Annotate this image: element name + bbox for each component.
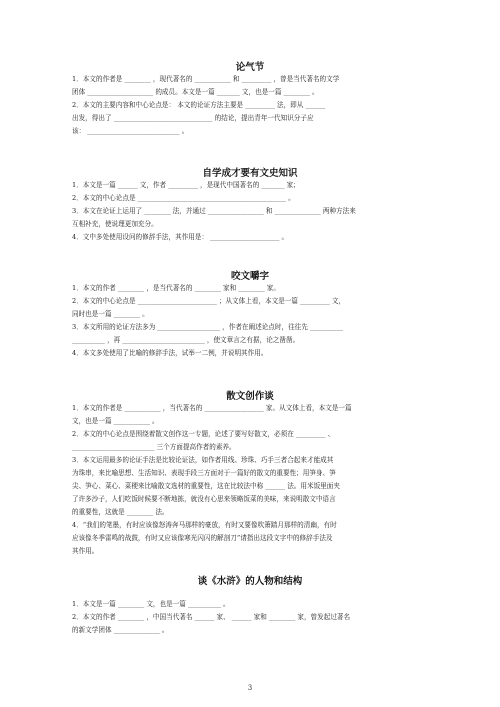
section-title-shui-hu: 谈《水浒》的人物和结构 xyxy=(197,576,303,587)
question-line: 3．本文运用最多的论证手法是比较论证法，如作者用线、珍珠、巧手三者合起来才能成其 xyxy=(72,456,334,464)
question-line: 1．本文的作者是 ________ ，现代著名的 ___________ 和 _________ ，曾是当代著名的文学 xyxy=(72,75,340,83)
section-title-san-wen: 散文创作谈 xyxy=(226,391,274,402)
question-line: 4．“我们的笔墨，有时应该像怒涛奔马那样的豪放，有时又要像吹箫踏月那样的清幽，有时 xyxy=(72,521,337,529)
question-line: 4．文中多处使用设问的修辞手法，其作用是： _____________________ 。 xyxy=(72,233,289,241)
question-line: 4．本文多处使用了比喻的修辞手法，试举一二例，并说明其作用。 xyxy=(72,349,268,357)
question-line: 同时也是一篇 ________ 。 xyxy=(72,310,149,318)
question-line: 1．本文的作者 ________ ，是当代著名的 ________ 家和 ________ 家。 xyxy=(72,284,280,292)
question-line: 的新文学团体 ______________ 。 xyxy=(72,626,169,634)
question-line: 3．本文所用的论证方法多为 ___________________ ，作者在阐述论点时，往往先 __________ xyxy=(72,323,343,331)
question-line: 团体 ____________________ 的成员。本文是一篇 _______ 文，也是一篇 ________ 。 xyxy=(72,88,319,96)
question-line: 文，也是一篇 ___________ 。 xyxy=(72,417,159,425)
section-title-zi-xue: 自学成才要有文史知识 xyxy=(202,168,298,179)
question-line: 出发，得出了 ______________________________ 的结论，提出青年一代知识分子应 xyxy=(72,114,314,122)
question-line: 1．本文是一篇 ______ 文，作者 _________ ，是现代中国著名的 _______ 家； xyxy=(72,181,300,189)
question-line: 2．本文的中心论点是 _____________________________________________ 。 xyxy=(72,194,295,202)
question-line: 2．本文的中心论点是 ________________________ ；从文体上看，本文是一篇 _________ 文， xyxy=(72,297,346,305)
question-line: 3．本文在论证上运用了 ________ 法，并通过 _________________ 和 ______________ 两种方法来 xyxy=(72,207,356,215)
page-number: 3 xyxy=(247,684,253,692)
question-line: 2．本文的中心论点是围绕着散文创作这一专题，论述了要写好散文，必须在 _________ 、 xyxy=(72,430,335,438)
question-line: 为珠串，来比喻思想、生活知识、表现手段三方面对于一篇好的散文的重要性；用笋身、笋 xyxy=(72,469,336,477)
question-line: _________________________ 三个方面提高作者的素养。 xyxy=(72,443,236,451)
section-title-lun-qi-jie: 论气节 xyxy=(235,62,265,73)
question-line: 该： ____________________________ 。 xyxy=(72,127,189,135)
question-line: 1．本文是一篇 ________ 文，也是一篇 __________ 。 xyxy=(72,600,230,608)
section-title-yao-wen-jiao-zi: 咬文嚼字 xyxy=(230,271,269,282)
question-line: 2．本文的作者 ________ ，中国当代著名 ______ 家、 ______ 家和 ________ 家，曾发起过著名 xyxy=(72,613,351,621)
question-line: __________ ，再 _________________________ ，使文章言之有据，论之凿凿。 xyxy=(72,336,300,344)
question-line: 其作用。 xyxy=(72,547,99,555)
question-line: 2．本文的主要内容和中心论点是： 本文的论证方法主要是 _________ 法，即从 ______ xyxy=(72,101,326,109)
question-line: 了许多沙子，人们吃饭时候要不断地拣，就没有心思来领略饭菜的美味，来说明散文中语言 xyxy=(72,495,336,503)
question-line: 的重要性，这就是 ________ 法。 xyxy=(72,508,169,516)
question-line: 尖、笋心、菜心、菜梗来比喻散文选材的重要性，这在比较法中称 ______ 法。用米饭里面夹 xyxy=(72,482,340,490)
question-line: 互相补充，使说理更加充分。 xyxy=(72,220,158,228)
question-line: 1．本文的作者是 ___________ ，当代著名的 __________________ 家。从文体上看，本文是一篇 xyxy=(72,404,352,412)
question-line: 应该像冬季雷鸣的战鼓，有时又应该像寒光闪闪的解剖刀”请指出这段文字中的修辞手法及 xyxy=(72,534,333,542)
